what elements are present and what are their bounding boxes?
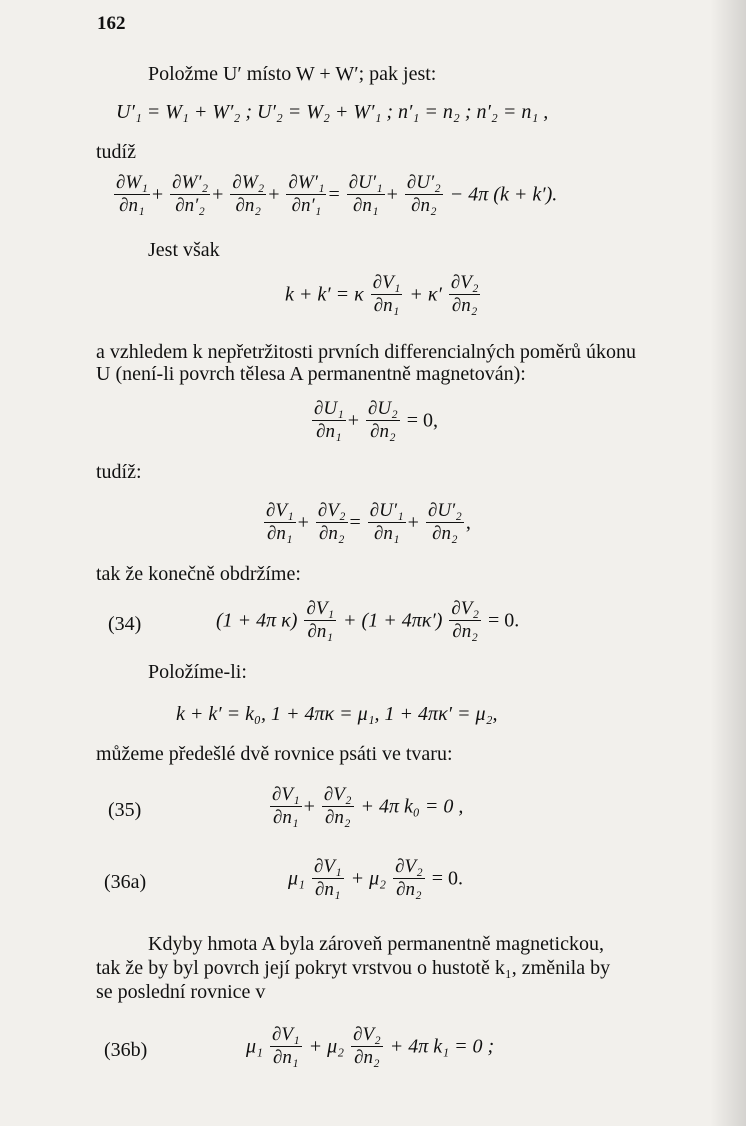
fraction: $\frac{\text{∂V₂}}{\text{∂n₂}}$ (395, 856, 423, 900)
paragraph-1-line-2: U (není-li povrch tělesa A permanentně magnetován): (96, 363, 526, 385)
fraction: $\frac{\text{∂W′₂}}{\text{∂n′₂}}$ (172, 172, 209, 216)
fraction: $\frac{\text{∂U′₂}}{\text{∂n₂}}$ (406, 172, 441, 216)
fraction: $\frac{\text{∂V₁}}{\text{∂n₁}}$ (306, 598, 335, 642)
paragraph-2-line-1: Kdyby hmota A byla zároveň permanentně magnetickou, (148, 933, 604, 955)
fraction: $\frac{\text{∂V₁}}{\text{∂n₁}}$ (272, 1024, 300, 1068)
jest-vsak: Jest však (148, 239, 220, 261)
equation-c: $\frac{\text{∂U₁}}{\text{∂n₁}}$ + $\frac{\text{∂U₂}}{\text{∂n₂}}$ = 0, (314, 398, 438, 442)
tudiz-label-2: tudíž: (96, 461, 142, 483)
fraction: $\frac{\text{∂V₂}}{\text{∂n₂}}$ (450, 272, 479, 316)
equation-d: $\frac{\text{∂V₁}}{\text{∂n₁}}$ + $\frac{\text{∂V₂}}{\text{∂n₂}}$ = $\frac{\text{∂U′₁}}{\text{∂n₁}}$ + $\frac{\text{∂U′₂}}{\text{∂n₂}}$ , (266, 500, 471, 544)
equation-a: $\frac{\text{∂W₁}}{\text{∂n₁}}$ + $\frac{\text{∂W′₂}}{\text{∂n′₂}}$ + $\frac{\text{∂W₂}}{\text{∂n₂}}$ + $\frac{\text{∂W′₁}}{\text{∂n′₁}}$ = $\frac{\text{∂U′₁}}{\text{∂n₁}}$ + $\frac{\text{∂U′₂}}{\text{∂n₂}}$ − 4π (k + k′). (116, 172, 558, 216)
fraction: $\frac{\text{∂V₂}}{\text{∂n₂}}$ (323, 784, 352, 828)
equation-label-36b: (36b) (104, 1039, 148, 1061)
equation-35: $\frac{\text{∂V₁}}{\text{∂n₁}}$ + $\frac{\text{∂V₂}}{\text{∂n₂}}$ + 4π k₀ = 0 , (272, 784, 464, 828)
fraction: $\frac{\text{∂V₂}}{\text{∂n₂}}$ (317, 500, 346, 544)
fraction: $\frac{\text{∂W₂}}{\text{∂n₂}}$ (232, 172, 265, 216)
equation-label-34: (34) (108, 613, 142, 635)
fraction: $\frac{\text{∂U′₂}}{\text{∂n₂}}$ (427, 500, 462, 544)
fraction: $\frac{\text{∂U₂}}{\text{∂n₂}}$ (368, 398, 398, 442)
paragraph-1-line-1: a vzhledem k nepřetržitosti prvních differencialných poměrů úkonu (96, 341, 636, 363)
fraction: $\frac{\text{∂V₁}}{\text{∂n₁}}$ (314, 856, 342, 900)
paragraph-2-line-3: se poslední rovnice v (96, 981, 266, 1003)
equation-label-36a: (36a) (104, 871, 147, 893)
definitions-line: U′₁ = W₁ + W′₂ ; U′₂ = W₂ + W′₁ ; n′₁ = n₂ ; n′₂ = n₁ , (116, 101, 549, 123)
fraction: $\frac{\text{∂U′₁}}{\text{∂n₁}}$ (348, 172, 383, 216)
substitution-line: k + k′ = k₀, 1 + 4πκ = μ₁, 1 + 4πκ′ = μ₂, (176, 703, 498, 725)
fraction: $\frac{\text{∂V₁}}{\text{∂n₁}}$ (266, 500, 294, 544)
paragraph-2-line-2: tak že by byl povrch její pokryt vrstvou o hustotě k₁, změnila by (96, 957, 611, 979)
equation-36a: μ₁ $\frac{\text{∂V₁}}{\text{∂n₁}}$ + μ₂ $\frac{\text{∂V₂}}{\text{∂n₂}}$ = 0. (288, 856, 463, 900)
muzeme-line: můžeme předešlé dvě rovnice psáti ve tvaru: (96, 743, 453, 765)
page-edge-shadow (710, 0, 746, 1126)
polozime-li: Položíme-li: (148, 661, 247, 683)
fraction: $\frac{\text{∂W′₁}}{\text{∂n′₁}}$ (288, 172, 325, 216)
fraction: $\frac{\text{∂U′₁}}{\text{∂n₁}}$ (369, 500, 404, 544)
tudiz-label: tudíž (96, 141, 136, 163)
equation-label-35: (35) (108, 799, 142, 821)
fraction: $\frac{\text{∂V₂}}{\text{∂n₂}}$ (451, 598, 479, 642)
equation-34: (1 + 4π κ) $\frac{\text{∂V₁}}{\text{∂n₁}}$ + (1 + 4πκ′) $\frac{\text{∂V₂}}{\text{∂n₂}}$ = 0. (216, 598, 520, 642)
equation-36b: μ₁ $\frac{\text{∂V₁}}{\text{∂n₁}}$ + μ₂ $\frac{\text{∂V₂}}{\text{∂n₂}}$ + 4π k₁ = 0 ; (246, 1024, 495, 1068)
fraction: $\frac{\text{∂W₁}}{\text{∂n₁}}$ (116, 172, 148, 216)
fraction: $\frac{\text{∂V₁}}{\text{∂n₁}}$ (272, 784, 300, 828)
page-number: 162 (97, 13, 126, 34)
fraction: $\frac{\text{∂V₂}}{\text{∂n₂}}$ (353, 1024, 381, 1068)
intro-line: Položme U′ místo W + W′; pak jest: (148, 63, 437, 85)
tak-ze-line: tak že konečně obdržíme: (96, 563, 301, 585)
fraction: $\frac{\text{∂V₁}}{\text{∂n₁}}$ (372, 272, 401, 316)
equation-b: k + k′ = κ $\frac{\text{∂V₁}}{\text{∂n₁}}$ + κ′ $\frac{\text{∂V₂}}{\text{∂n₂}}$ (285, 272, 479, 316)
fraction: $\frac{\text{∂U₁}}{\text{∂n₁}}$ (314, 398, 344, 442)
